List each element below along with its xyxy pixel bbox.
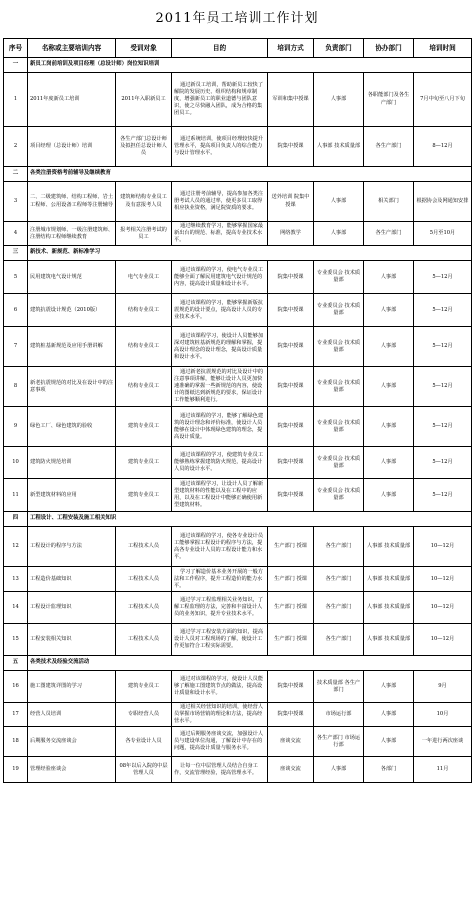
table-row [4, 127, 472, 167]
row-content: 经营人员培训 [28, 703, 116, 727]
row-method: 院集中授课 [268, 703, 314, 727]
row-content: 建筑桩基新规范及应用手册讲解 [28, 327, 116, 367]
row-content: 工程设计的程序与方法 [28, 527, 116, 567]
table-row [4, 727, 472, 757]
row-goal: 通过该课程的学习，能够掌握新版抗震规范的设计要点，提高设计人员的专业技术水平。 [172, 294, 268, 327]
section-row [4, 656, 472, 671]
row-time: 8—12月 [414, 127, 472, 167]
row-goal: 通过该课程学习，使设计人员能够加深对建筑桩基新规范的理解和掌握，提高设计理念的设计理念，提高设计质量和设计水平。 [172, 327, 268, 367]
row-number: 17 [4, 703, 28, 727]
row-method: 座谈交流 [268, 757, 314, 783]
row-assist: 人事部 技术质量部 [364, 624, 414, 656]
row-assist: 人事部 [364, 294, 414, 327]
table-row [4, 671, 472, 703]
row-number: 12 [4, 527, 28, 567]
row-assist: 各部门 [364, 757, 414, 783]
header-content: 名称或主要培训内容 [28, 39, 116, 58]
row-dept: 专业委员会 技术质量部 [314, 327, 364, 367]
row-method: 院集中授课 [268, 447, 314, 479]
row-number: 15 [4, 624, 28, 656]
table-row [4, 222, 472, 246]
section-label: 新员工岗前培训及项目经理（总设计师）岗位知识培训 [28, 58, 472, 73]
table-row [4, 367, 472, 407]
row-method: 生产部门 授课 [268, 527, 314, 567]
table-row [4, 407, 472, 447]
row-target: 各生产部门总设计师及拟担任总设计师人员 [116, 127, 172, 167]
table-row [4, 757, 472, 783]
table-row [4, 479, 472, 512]
section-label: 工程设计、工程安装及施工相关知识 [28, 512, 472, 527]
section-number: 五 [4, 656, 28, 671]
row-content: 民用建筑电气设计规范 [28, 261, 116, 294]
row-target: 建筑师结构专业员工及有意报考人员 [116, 182, 172, 222]
row-goal: 让每一位中层管理人员结合自身工作，交流管理经验，提高管理水平。 [172, 757, 268, 783]
row-time: 5—12月 [414, 367, 472, 407]
row-number: 2 [4, 127, 28, 167]
row-target: 建筑专业员工 [116, 671, 172, 703]
section-label: 新技术、新规范、新标准学习 [28, 246, 472, 261]
row-method: 院集中授课 [268, 407, 314, 447]
row-content: 2011年度新员工培训 [28, 73, 116, 127]
training-plan-table [3, 38, 472, 783]
row-goal: 通过该课程的学习，能够了解绿色建筑的设计理念和评价标准，使设计人员能够在设计中体现绿色建筑的理念，提高设计质量。 [172, 407, 268, 447]
row-assist: 人事部 [364, 727, 414, 757]
row-content: 二、二级建筑师、结构工程师、岩土工程师、公用设备工程师等注册辅导 [28, 182, 116, 222]
row-content: 新型建筑材料的应用 [28, 479, 116, 512]
row-time: 10月 [414, 703, 472, 727]
table-row [4, 294, 472, 327]
row-content: 建筑防火规范培训 [28, 447, 116, 479]
table-row [4, 592, 472, 624]
row-dept: 人事部 [314, 73, 364, 127]
header-method: 培训方式 [268, 39, 314, 58]
section-row [4, 512, 472, 527]
row-number: 5 [4, 261, 28, 294]
row-number: 1 [4, 73, 28, 127]
row-dept: 专业委员会 技术质量部 [314, 294, 364, 327]
row-goal: 通过该课程学习，让设计人员了解新型建筑材料的性能以及在工程中的应用，以及在工程设计中能够正确使用新型建筑材料。 [172, 479, 268, 512]
row-goal: 学习了解造价基本业务开展的一般方法和工作程序，提升工程造价的能力水平。 [172, 567, 268, 592]
row-dept: 人事部 [314, 182, 364, 222]
row-dept: 专业委员会 技术质量部 [314, 407, 364, 447]
header-goal: 目的 [172, 39, 268, 58]
header-target: 受训对象 [116, 39, 172, 58]
row-target: 报考相关注册考试的员工 [116, 222, 172, 246]
row-target: 各专业设计人员 [116, 727, 172, 757]
row-target: 工程技术人员 [116, 624, 172, 656]
row-time: 5—12月 [414, 447, 472, 479]
row-target: 工程技术人员 [116, 567, 172, 592]
row-assist: 人事部 技术质量部 [364, 527, 414, 567]
row-method: 院集中授课 [268, 294, 314, 327]
row-content: 绿色工厂、绿色建筑的验收 [28, 407, 116, 447]
row-number: 10 [4, 447, 28, 479]
row-time: 9月 [414, 671, 472, 703]
row-method: 院集中授课 [268, 671, 314, 703]
row-method: 生产部门 授课 [268, 567, 314, 592]
section-row [4, 246, 472, 261]
section-number: 二 [4, 167, 28, 182]
row-content: 工程设计监理知识 [28, 592, 116, 624]
section-row [4, 167, 472, 182]
row-content: 注册城市规划师、一级注册建筑师、注册结构工程师继续教育 [28, 222, 116, 246]
row-time: 5—12月 [414, 327, 472, 367]
row-content: 工程造价基础知识 [28, 567, 116, 592]
table-row [4, 624, 472, 656]
table-row [4, 703, 472, 727]
row-time: 5—12月 [414, 407, 472, 447]
header-time: 培训时间 [414, 39, 472, 58]
table-row [4, 527, 472, 567]
row-time: 5—12月 [414, 261, 472, 294]
row-goal: 通过该课程的学习，使各专业设计员工能够掌握工程设计的程序与方法，提高各专业设计人员的工程设计能力和水平。 [172, 527, 268, 567]
row-number: 3 [4, 182, 28, 222]
row-assist: 人事部 [364, 261, 414, 294]
row-method: 生产部门 授课 [268, 624, 314, 656]
row-content: 新老抗震规范的对比及在设计中的注意事项 [28, 367, 116, 407]
page-title: 2011年员工培训工作计划 [155, 10, 319, 26]
row-goal: 通过继续教育学习，能够掌握国家最新出台的规范、标准，提高专业技术水平。 [172, 222, 268, 246]
row-assist: 人事部 [364, 479, 414, 512]
section-label: 各类技术及经验交流活动 [28, 656, 472, 671]
row-goal: 通过后期服务座谈交流，加强设计人员与建设单位沟通，了解设计中存在的问题，提高设计质量与服务水平。 [172, 727, 268, 757]
row-assist: 各生产部门 [364, 127, 414, 167]
row-number: 8 [4, 367, 28, 407]
row-target: 结构专业员工 [116, 294, 172, 327]
row-goal: 通过学习工程监理相关业务知识，了解工程监理的方法，完善和丰富设计人员的业务知识，提升专业技术水平。 [172, 592, 268, 624]
row-time: 根据协会及网通知安排 [414, 182, 472, 222]
row-assist: 各职能部门及各生产部门 [364, 73, 414, 127]
row-dept: 专业委员会 技术质量部 [314, 261, 364, 294]
row-content: 管理经验座谈会 [28, 757, 116, 783]
row-goal: 通过注册考前辅导，提高参加各类注册考试人员的通过率，使更多员工取得相应执业资格，满足院资质的要求。 [172, 182, 268, 222]
row-time: 7月中旬至八月下旬 [414, 73, 472, 127]
row-assist: 相关部门 [364, 182, 414, 222]
row-dept: 专业委员会 技术质量部 [314, 447, 364, 479]
row-target: 工程技术人员 [116, 527, 172, 567]
row-time: 5—12月 [414, 294, 472, 327]
row-method: 院集中授课 [268, 127, 314, 167]
row-target: 结构专业员工 [116, 327, 172, 367]
table-row [4, 73, 472, 127]
table-row [4, 327, 472, 367]
row-assist: 人事部 [364, 327, 414, 367]
header-row [4, 39, 472, 58]
row-dept: 各生产部门 [314, 592, 364, 624]
row-method: 送外培训 院集中授课 [268, 182, 314, 222]
section-number: 三 [4, 246, 28, 261]
row-method: 院集中授课 [268, 261, 314, 294]
row-dept: 各生产部门 [314, 527, 364, 567]
section-label: 各类注册资格考前辅导及继续教育 [28, 167, 472, 182]
row-goal: 通过对该课程的学习，使设计人员能够了解施工图建筑节点的做法，提高设计质量和设计水平。 [172, 671, 268, 703]
row-number: 16 [4, 671, 28, 703]
row-time: 10—12月 [414, 624, 472, 656]
row-time: 5—12月 [414, 479, 472, 512]
row-method: 座谈交流 [268, 727, 314, 757]
row-dept: 人事部 [314, 222, 364, 246]
row-number: 9 [4, 407, 28, 447]
row-time: 10—12月 [414, 567, 472, 592]
row-content: 建筑抗震设计规范（2010版） [28, 294, 116, 327]
row-method: 院集中授课 [268, 479, 314, 512]
row-dept: 各生产部门 市场运行部 [314, 727, 364, 757]
section-row [4, 58, 472, 73]
row-target: 建筑专业员工 [116, 447, 172, 479]
row-goal: 通过该课程的学习，使电气专业员工能够全面了解民用建筑电气设计规范的内容，提高设计质量和设计水平。 [172, 261, 268, 294]
row-goal: 通过新老抗震规范的对比及设计中的注意事项讲解，能够让设计人员更加快速准确的掌握一些新规范的内容，使设计的图纸达到新规范的要求，保证设计工作能够顺利进行。 [172, 367, 268, 407]
header-dept: 负责部门 [314, 39, 364, 58]
row-content: 施工图建筑详图的学习 [28, 671, 116, 703]
row-dept: 人事部 技术质量部 [314, 127, 364, 167]
section-number: 四 [4, 512, 28, 527]
row-target: 工程技术人员 [116, 592, 172, 624]
row-method: 院集中授课 [268, 327, 314, 367]
row-dept: 技术质量部 各生产部门 [314, 671, 364, 703]
row-assist: 人事部 [364, 447, 414, 479]
table-row [4, 182, 472, 222]
row-method: 院集中授课 [268, 367, 314, 407]
header-assist: 协办部门 [364, 39, 414, 58]
row-target: 结构专业员工 [116, 367, 172, 407]
row-time: 5月至10月 [414, 222, 472, 246]
row-number: 13 [4, 567, 28, 592]
table-row [4, 447, 472, 479]
row-number: 18 [4, 727, 28, 757]
table-row [4, 567, 472, 592]
row-assist: 各生产部门 [364, 222, 414, 246]
row-goal: 通过系统培训，使项目经理较快提升管理水平，提高项目负责人的综合能力与设计管理水平。 [172, 127, 268, 167]
row-goal: 通过相关经营知识的培训，使经营人员掌握市场营销的理论和方法，提高经营水平。 [172, 703, 268, 727]
row-time: 11月 [414, 757, 472, 783]
row-number: 4 [4, 222, 28, 246]
header-no: 序号 [4, 39, 28, 58]
row-assist: 人事部 [364, 703, 414, 727]
row-goal: 通过学习工程安装方面的知识，提高设计人员对工程现场的了解，使设计工作更加符合工程实际需要。 [172, 624, 268, 656]
row-number: 14 [4, 592, 28, 624]
row-method: 网络教学 [268, 222, 314, 246]
row-dept: 市场运行部 [314, 703, 364, 727]
row-target: 建筑专业员工 [116, 479, 172, 512]
row-target: 08年以后入院的中层管理人员 [116, 757, 172, 783]
row-dept: 专业委员会 技术质量部 [314, 367, 364, 407]
row-assist: 人事部 [364, 407, 414, 447]
section-number: 一 [4, 58, 28, 73]
row-method: 生产部门 授课 [268, 592, 314, 624]
row-assist: 人事部 [364, 367, 414, 407]
row-content: 后期服务交流座谈会 [28, 727, 116, 757]
table-row [4, 261, 472, 294]
row-dept: 专业委员会 技术质量部 [314, 479, 364, 512]
row-number: 7 [4, 327, 28, 367]
row-content: 工程安装相关知识 [28, 624, 116, 656]
row-number: 19 [4, 757, 28, 783]
row-dept: 各生产部门 [314, 567, 364, 592]
row-number: 6 [4, 294, 28, 327]
row-target: 2011年入职新员工 [116, 73, 172, 127]
row-content: 项目经理（总设计师）培训 [28, 127, 116, 167]
row-number: 11 [4, 479, 28, 512]
row-dept: 各生产部门 [314, 624, 364, 656]
row-time: 一年进行两次座谈 [414, 727, 472, 757]
row-goal: 通过该课程的学习，使建筑专业员工能够熟练掌握建筑防火规范，提高设计人员的设计水平。 [172, 447, 268, 479]
row-target: 专职经营人员 [116, 703, 172, 727]
row-assist: 人事部 技术质量部 [364, 567, 414, 592]
row-target: 建筑专业员工 [116, 407, 172, 447]
row-assist: 人事部 技术质量部 [364, 592, 414, 624]
row-dept: 人事部 [314, 757, 364, 783]
row-target: 电气专业员工 [116, 261, 172, 294]
row-time: 10—12月 [414, 527, 472, 567]
row-method: 军训和集中授课 [268, 73, 314, 127]
row-time: 10—12月 [414, 592, 472, 624]
row-assist: 人事部 [364, 671, 414, 703]
row-goal: 通过新员工培训，帮助新员工较快了解院的发展历史、组织结构和规章制度，增强新员工的职业道德与团队意识，使之尽快融入团队，成为合格的集团员工。 [172, 73, 268, 127]
